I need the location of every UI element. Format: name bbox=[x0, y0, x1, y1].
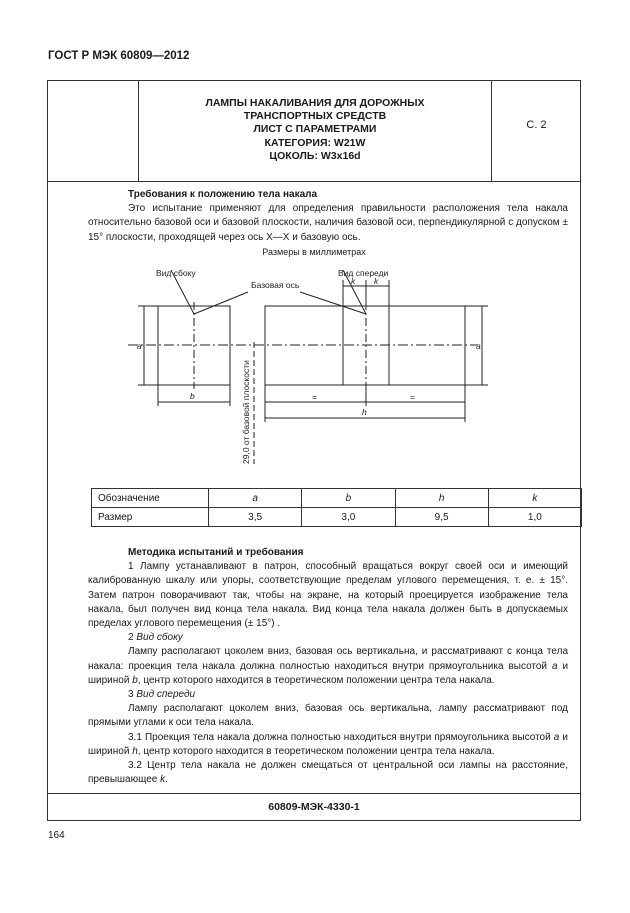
table-cell: Обозначение bbox=[92, 489, 209, 508]
title-line: ЦОКОЛЬ: W3x16d bbox=[269, 149, 361, 162]
title-line: КАТЕГОРИЯ: W21W bbox=[264, 136, 366, 149]
table-row bbox=[92, 489, 582, 508]
table-cell: h bbox=[395, 489, 488, 508]
page-ref: С. 2 bbox=[526, 119, 547, 131]
label-eq-right: = bbox=[410, 392, 415, 402]
table-cell: a bbox=[209, 489, 302, 508]
text-run: , центр которого находится в теоретическом положении центра тела накала. bbox=[137, 745, 495, 757]
sheet-header bbox=[48, 81, 580, 182]
section1-paragraph: Это испытание применяют для определения правильности расположения тела накала относительно базовой оси и базовой плоскости, наличия базовой оси, перпендикулярной с допуском ± 15° плоскости, проходящей через ось X—X и базовую ось. bbox=[88, 203, 568, 243]
step-2-text bbox=[88, 645, 568, 688]
step-2-title-text: Вид сбоку bbox=[136, 632, 183, 644]
title-line: ЛАМПЫ НАКАЛИВАНИЯ ДЛЯ ДОРОЖНЫХ bbox=[205, 97, 425, 109]
label-a-right: a bbox=[476, 341, 481, 351]
text-run: и шириной bbox=[88, 731, 569, 757]
header-page-cell bbox=[491, 81, 581, 181]
text-run: , центр которого находится в теоретическом положении центра тела накала. bbox=[137, 674, 495, 686]
step-3-title-text: Вид спереди bbox=[136, 689, 196, 701]
step-3-2 bbox=[88, 759, 568, 787]
base-axis-leader bbox=[194, 292, 248, 314]
table-cell: 3,5 bbox=[209, 508, 302, 527]
table-cell: 3,0 bbox=[302, 508, 395, 527]
title-line: ТРАНСПОРТНЫХ СРЕДСТВ bbox=[243, 110, 387, 123]
label-h: h bbox=[362, 407, 367, 417]
side-view-label: Вид сбоку bbox=[156, 268, 196, 278]
sheet-title bbox=[139, 97, 491, 163]
section2 bbox=[88, 546, 568, 787]
label-a-left: a bbox=[137, 341, 142, 351]
sheet-body bbox=[48, 181, 580, 793]
page-number: 164 bbox=[48, 830, 65, 841]
var-h: h bbox=[132, 745, 138, 757]
step-3-title bbox=[88, 688, 568, 702]
table-cell: 1,0 bbox=[488, 508, 581, 527]
var-k: k bbox=[160, 774, 166, 786]
parameters-table bbox=[91, 488, 582, 527]
dimensions-caption: Размеры в миллиметрах bbox=[262, 247, 366, 257]
label-k-right: k bbox=[374, 276, 379, 286]
step-2-number: 2 bbox=[128, 632, 134, 644]
var-b: b bbox=[132, 674, 138, 686]
text-run: 3.1 Проекция тела накала должна полностью находиться внутри прямоугольника высотой bbox=[128, 731, 551, 743]
text-run: и шириной bbox=[88, 660, 569, 686]
step-3-text: Лампу располагают цоколем вниз, базовая ось вертикальна, лампу рассматривают под прямыми углами к оси тела накала. bbox=[88, 703, 568, 729]
step-3-number: 3 bbox=[128, 689, 134, 701]
var-a: a bbox=[551, 660, 558, 672]
section1 bbox=[88, 188, 568, 245]
sheet-frame bbox=[47, 80, 581, 821]
step-3-1 bbox=[88, 731, 568, 759]
table-row bbox=[92, 508, 582, 527]
label-k-left: k bbox=[351, 276, 356, 286]
label-b: b bbox=[190, 391, 195, 401]
section1-heading: Требования к положению тела накала bbox=[128, 189, 318, 200]
standard-code: ГОСТ Р МЭК 60809—2012 bbox=[48, 50, 190, 62]
step-1: 1 Лампу устанавливают в патрон, способный вращаться вокруг своей оси и имеющий калиброванную шкалу или упоры, соответствующие пределам углового перемещения, т. е. ± 15°. Затем патрон поворачивают так, чтобы на экране, на который проецируется изображение тела накала, был получен вид конца тела накала. Вид конца тела накала должен быть в допускаемых пределах углового перемещения (± 15°) . bbox=[88, 561, 568, 630]
header-blank-cell bbox=[48, 81, 139, 181]
table-cell: 9,5 bbox=[395, 508, 488, 527]
text-run: . bbox=[165, 774, 168, 786]
var-a: a bbox=[553, 731, 560, 743]
base-plane-label: 29,0 от базовой плоскости bbox=[241, 360, 251, 464]
sheet-footer-code: 60809-МЭК-4330-1 bbox=[48, 793, 580, 821]
title-line: ЛИСТ С ПАРАМЕТРАМИ bbox=[253, 123, 377, 136]
step-2-title bbox=[88, 631, 568, 645]
front-view-label: Вид спереди bbox=[338, 268, 389, 278]
filament-drawing bbox=[48, 264, 580, 474]
text-run: Лампу располагают цоколем вниз, базовая ось вертикальна, и рассматривают с конца тела накала: проекция тела накала должна полностью находиться внутри прямоугольника высотой bbox=[88, 646, 568, 672]
text-run: 3.2 Центр тела накала не должен смещаться от центральной оси лампы на расстояние, превышающее bbox=[88, 760, 568, 786]
table-cell: b bbox=[302, 489, 395, 508]
base-axis-label: Базовая ось bbox=[251, 280, 300, 290]
table-cell: k bbox=[488, 489, 581, 508]
table-cell: Размер bbox=[92, 508, 209, 527]
label-eq-left: = bbox=[312, 392, 317, 402]
section2-heading: Методика испытаний и требования bbox=[128, 547, 304, 558]
